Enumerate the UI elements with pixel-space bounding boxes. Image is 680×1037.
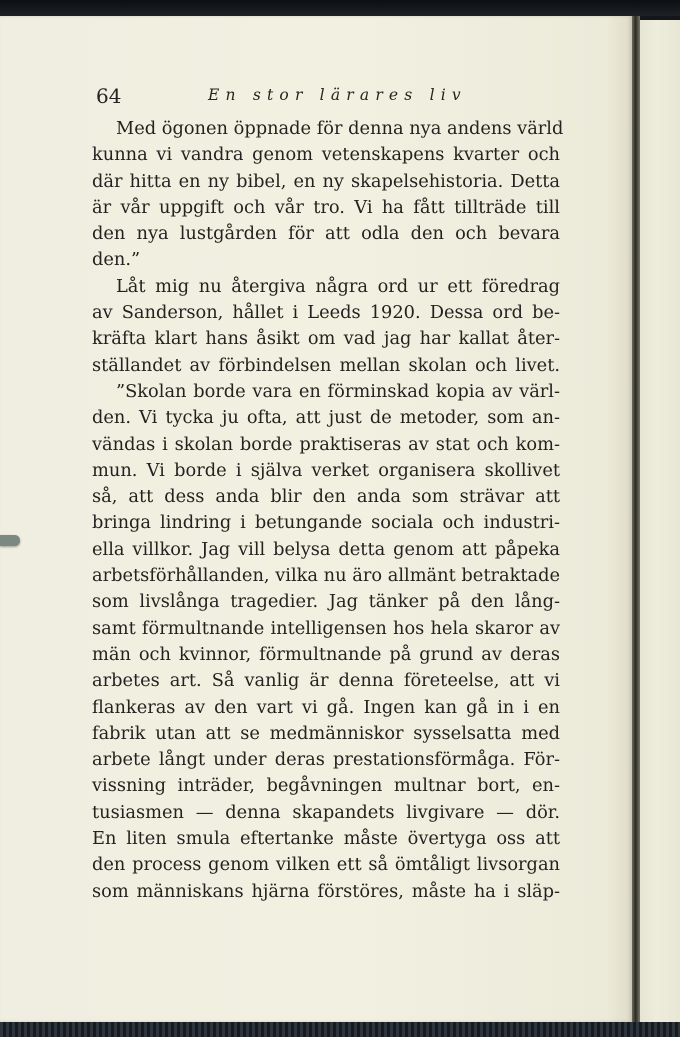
text-line: den nya lustgården för att odla den och bevara (92, 223, 560, 245)
text-line: bringa lindring i betungande sociala och industri- (92, 512, 560, 534)
text-line: kunna vi vandra genom vetenskapens kvarter och (92, 144, 560, 166)
text-line: den process genom vilken ett så ömtåligt livsorgan (92, 854, 560, 876)
text-line: ”Skolan borde vara en förminskad kopia av värl- (116, 380, 560, 402)
text-line: samt förmultnande intelligensen hos hela skaror av (92, 617, 560, 639)
text-line: arbete långt under deras prestationsförmåga. För- (92, 749, 560, 771)
text-line: arbetsförhållanden, vilka nu äro allmänt betraktade (92, 565, 560, 587)
text-line: Med ögonen öppnade för denna nya andens värld (116, 118, 564, 139)
text-line: ella villkor. Jag vill belysa detta genom att påpeka (92, 538, 560, 560)
text-line: den. Vi tycka ju ofta, att just de metoder, som an- (92, 407, 560, 429)
running-head: En stor lärares liv (208, 86, 467, 104)
page-marker-tab (0, 535, 20, 546)
text-line: där hitta en ny bibel, en ny skapelsehistoria. Detta (92, 170, 560, 192)
text-line: kräfta klart hans åsikt om vad jag har kallat åter- (92, 328, 560, 350)
text-line: som livslånga tragedier. Jag tänker på den lång- (92, 591, 560, 613)
book-spine-gutter (632, 16, 640, 1022)
text-line: vissning inträder, begåvningen multnar bort, en- (92, 775, 560, 797)
text-line: den.” (92, 249, 141, 271)
text-line: En liten smula eftertanke måste övertyga oss att (92, 828, 560, 850)
text-line: som människans hjärna förstöres, måste ha i släp- (92, 880, 560, 902)
body-text (92, 116, 564, 905)
scanner-top-edge (0, 0, 680, 16)
text-line: av Sanderson, hållet i Leeds 1920. Dessa ord be- (92, 302, 560, 324)
text-line: mun. Vi borde i själva verket organisera skollivet (92, 459, 560, 481)
text-line: vändas i skolan borde praktiseras av stat och kom- (92, 433, 560, 455)
page-number: 64 (96, 84, 122, 108)
text-line: män och kvinnor, förmultnande på grund av deras (92, 643, 560, 665)
text-line: fabrik utan att se medmänniskor sysselsatta med (92, 722, 560, 744)
text-line: så, att dess anda blir den anda som strävar att (92, 486, 560, 508)
text-line: Låt mig nu återgiva några ord ur ett föredrag (116, 275, 560, 297)
next-page-edge (640, 20, 680, 1022)
text-line: är vår uppgift och vår tro. Vi ha fått tillträde till (92, 196, 560, 218)
text-line: ställandet av förbindelsen mellan skolan och livet. (92, 354, 560, 376)
text-line: tusiasmen — denna skapandets livgivare — dör. (92, 801, 560, 823)
text-line: arbetes art. Så vanlig är denna företeelse, att vi (92, 670, 560, 692)
scanner-bottom-edge (0, 1022, 680, 1037)
text-line: flankeras av den vart vi gå. Ingen kan gå in i en (92, 696, 560, 718)
